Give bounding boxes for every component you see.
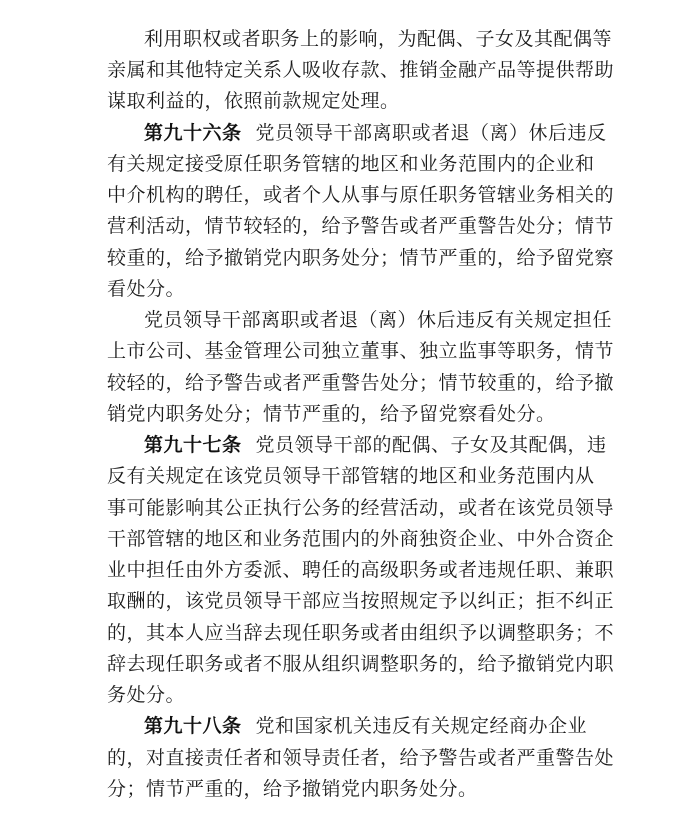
paragraph-line: 事可能影响其公正执行公务的经营活动，或者在该党员领导 — [107, 496, 615, 519]
paragraph-line: 业中担任由外方委派、聘任的高级职务或者违规任职、兼职 — [107, 559, 615, 582]
paragraph-line: 上市公司、基金管理公司独立董事、独立监事等职务，情节 — [107, 340, 615, 363]
paragraph-line: 党员领导干部离职或者退（离）休后违反有关规定担任 — [144, 309, 613, 332]
article-number-98: 第九十八条 — [144, 715, 242, 738]
paragraph-line: 利用职权或者职务上的影响，为配偶、子女及其配偶等 — [144, 28, 613, 50]
article-97-first-line — [144, 430, 607, 461]
paragraph-line: 谋取利益的，依照前款规定处理。 — [107, 90, 400, 113]
paragraph-line: 务处分。 — [107, 684, 186, 707]
paragraph-line: 的，其本人应当辞去现任职务或者由组织予以调整职务；不 — [107, 621, 615, 644]
paragraph-line: 干部管辖的地区和业务范围内的外商独资企业、中外合资企 — [107, 527, 615, 550]
article-number-96: 第九十六条 — [144, 121, 242, 144]
paragraph-line: 反有关规定在该党员领导干部管辖的地区和业务范围内从 — [107, 465, 595, 488]
paragraph-line: 中介机构的聘任，或者个人从事与原任职务管辖业务相关的 — [107, 184, 615, 207]
paragraph-line: 分；情节严重的，给予撤销党内职务处分。 — [107, 777, 478, 800]
paragraph-text: 党和国家机关违反有关规定经商办企业 — [255, 715, 588, 738]
paragraph-line: 较轻的，给予警告或者严重警告处分；情节较重的，给予撤 — [107, 371, 615, 394]
paragraph-line: 取酬的，该党员领导干部应当按照规定予以纠正；拒不纠正 — [107, 590, 615, 613]
paragraph-line: 销党内职务处分；情节严重的，给予留党察看处分。 — [107, 402, 556, 425]
paragraph-line: 的，对直接责任者和领导责任者，给予警告或者严重警告处 — [107, 746, 615, 769]
paragraph-text: 党员领导干部离职或者退（离）休后违反 — [255, 121, 607, 144]
paragraph-line: 看处分。 — [107, 277, 186, 300]
paragraph-line: 营利活动，情节较轻的，给予警告或者严重警告处分；情节 — [107, 215, 615, 238]
paragraph-line: 亲属和其他特定关系人吸收存款、推销金融产品等提供帮助 — [107, 59, 615, 82]
article-number-97: 第九十七条 — [144, 434, 242, 457]
paragraph-line: 辞去现任职务或者不服从组织调整职务的，给予撤销党内职 — [107, 652, 615, 675]
article-96-first-line — [144, 118, 607, 149]
article-98-first-line — [144, 711, 587, 742]
paragraph-line: 较重的，给予撤销党内职务处分；情节严重的，给予留党察 — [107, 246, 615, 269]
paragraph-text: 党员领导干部的配偶、子女及其配偶，违 — [255, 434, 607, 457]
paragraph-line: 有关规定接受原任职务管辖的地区和业务范围内的企业和 — [107, 152, 595, 175]
